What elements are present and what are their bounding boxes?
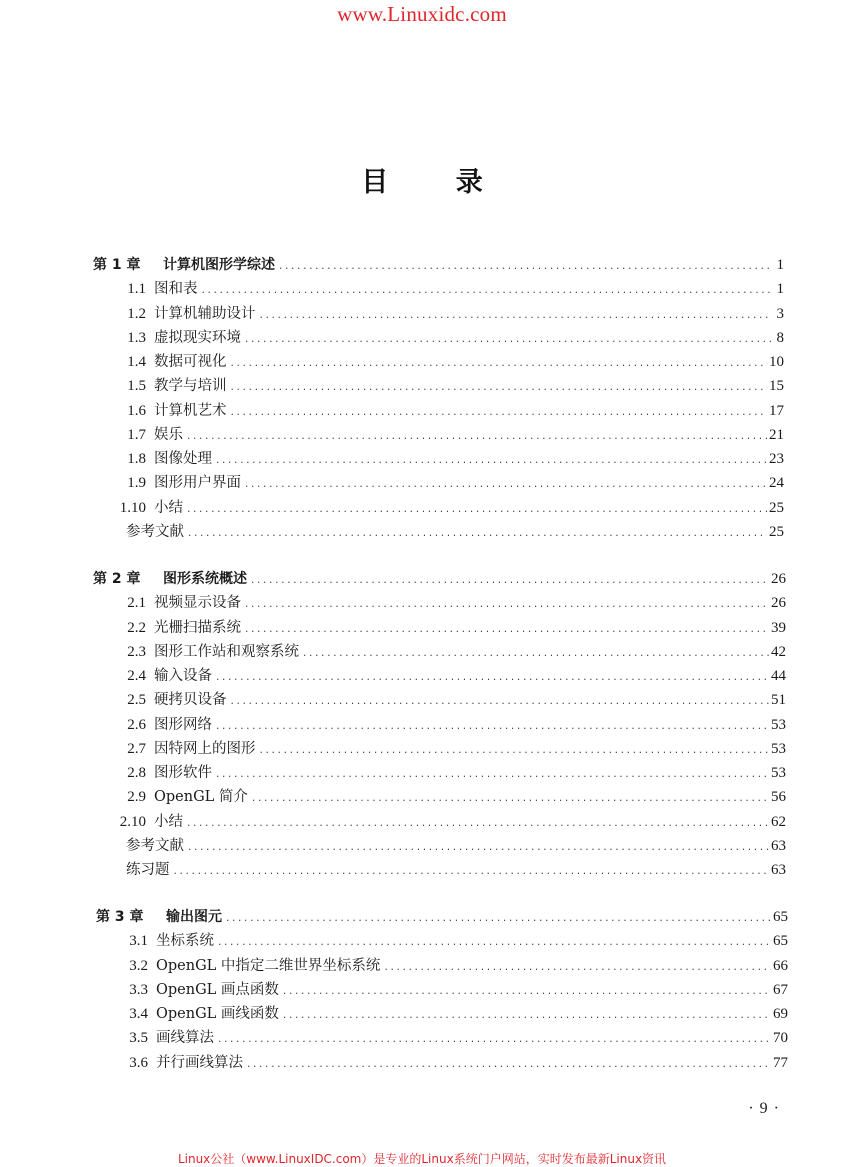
dot-leader [282,1009,771,1023]
section-title: 计算机辅助设计 [154,305,256,322]
page-ref: 53 [771,740,786,757]
page-ref: 1 [776,281,784,298]
section-entry[interactable] [102,1048,788,1072]
section-title: 数据可视化 [154,354,227,370]
section-title: 因特网上的图形 [154,740,256,757]
dot-leader [217,936,771,950]
chapter-entry[interactable] [93,564,786,588]
section-entry[interactable] [100,661,786,685]
section-title: 硬拷贝设备 [154,692,227,709]
section-title: 练习题 [126,862,170,878]
page-ref: 53 [771,765,786,781]
page-ref: 70 [773,1030,788,1047]
section-title: OpenGL 中指定二维世界坐标系统 [156,957,381,974]
section-entry[interactable] [100,613,786,637]
page-ref: 1 [776,257,784,273]
dot-leader [225,912,771,926]
section-entry[interactable] [100,831,786,855]
section-title: OpenGL 画线函数 [156,1006,279,1022]
section-title: 小结 [154,813,183,830]
page-ref: 65 [773,909,788,925]
dot-leader [230,381,768,395]
section-number: 1.8 [127,451,146,467]
page-ref: 24 [769,475,784,492]
dot-leader [244,598,769,612]
section-entry[interactable] [100,782,786,806]
section-title: 娱乐 [154,426,183,443]
page-ref: 44 [771,668,786,684]
section-entry[interactable] [100,517,784,541]
section-number: 2.6 [127,716,146,733]
section-entry[interactable] [100,758,786,782]
section-entry[interactable] [100,420,784,444]
section-title: 图形工作站和观察系统 [154,643,299,660]
header-site-url[interactable]: www.Linuxidc.com [337,2,507,26]
section-number: 1.7 [127,426,146,443]
section-title: 视频显示设备 [154,595,241,612]
section-number: 2.9 [127,789,146,806]
section-number: 1.2 [127,305,146,322]
page-ref: 15 [769,378,784,395]
section-entry[interactable] [100,493,784,517]
section-entry[interactable] [100,396,784,420]
dot-leader [259,744,770,758]
section-number: 2.5 [127,692,146,709]
section-number: 1.5 [127,378,146,395]
section-entry[interactable] [100,685,786,709]
chapter-number: 第 1 章 [93,257,141,273]
section-title: 参考文献 [126,837,184,854]
page-ref: 23 [769,451,784,467]
dot-leader [186,430,767,444]
section-number: 3.6 [129,1054,148,1071]
dot-leader [244,478,767,492]
page-ref: 66 [773,957,788,974]
section-number: 1.3 [127,329,146,346]
page-ref: 42 [771,643,786,660]
page-ref: 26 [771,595,786,612]
section-title: 计算机艺术 [154,402,227,419]
page-number: · 9 · [748,1100,780,1117]
section-entry[interactable] [100,323,784,347]
page-ref: 62 [771,813,786,830]
section-entry[interactable] [100,588,786,612]
section-entry[interactable] [102,926,788,950]
page-ref: 25 [769,523,784,540]
section-number: 1.1 [127,281,146,298]
section-title: 图像处理 [154,451,212,467]
chapter-number: 第 3 章 [96,909,144,925]
chapter-number: 第 2 章 [93,571,141,587]
section-number: 3.5 [129,1030,148,1047]
page-ref: 63 [771,862,786,878]
chapter-entry[interactable] [96,902,788,926]
section-title: 小结 [154,499,183,516]
dot-leader [244,623,769,637]
section-title: 图形网络 [154,716,212,733]
dot-leader [246,1058,771,1072]
section-title: 光栅扫描系统 [154,619,241,636]
page-ref: 53 [771,716,786,733]
dot-leader [215,720,769,734]
dot-leader [250,574,769,588]
dot-leader [278,260,772,274]
page-ref: 63 [771,837,786,854]
page-ref: 69 [773,1006,788,1022]
section-entry[interactable] [100,807,786,831]
dot-leader [244,333,772,347]
dot-leader [230,357,768,371]
page-ref: 51 [771,692,786,709]
dot-leader [215,671,769,685]
dot-leader [230,695,770,709]
section-entry[interactable] [100,347,784,371]
section-number: 2.8 [127,765,146,781]
section-number: 3.3 [129,981,148,998]
page-ref: 21 [769,426,784,443]
section-title: 图形软件 [154,765,212,781]
section-entry[interactable] [100,855,786,879]
page-ref: 56 [771,789,786,806]
section-number: 1.10 [119,499,146,516]
section-number: 2.10 [119,813,146,830]
section-entry[interactable] [100,468,784,492]
section-title: OpenGL 简介 [154,789,248,806]
section-number: 1.9 [127,475,146,492]
section-title: OpenGL 画点函数 [156,981,279,998]
page-ref: 26 [771,571,786,587]
section-number: 2.1 [127,595,146,612]
dot-leader [217,1033,771,1047]
dot-leader [282,985,771,999]
section-number: 3.2 [129,957,148,974]
section-number: 3.4 [129,1006,148,1022]
page-ref: 39 [771,619,786,636]
chapter-title: 计算机图形学综述 [163,257,275,273]
dot-leader [201,284,773,298]
section-title: 图和表 [154,281,198,298]
section-entry[interactable] [100,274,784,298]
page-ref: 8 [776,329,784,346]
section-entry[interactable] [100,734,786,758]
section-title: 输入设备 [154,668,212,684]
dot-leader [259,309,773,323]
section-number: 2.4 [127,668,146,684]
section-number: 2.7 [127,740,146,757]
section-entry[interactable] [102,999,788,1023]
page-ref: 3 [776,305,784,322]
section-entry[interactable] [100,444,784,468]
dot-leader [187,841,769,855]
chapter-entry[interactable] [93,250,784,274]
section-title: 并行画线算法 [156,1054,243,1071]
dot-leader [215,454,767,468]
section-title: 画线算法 [156,1030,214,1047]
chapter-title: 输出图元 [166,909,222,925]
dot-leader [187,527,767,541]
section-title: 参考文献 [126,523,184,540]
page-ref: 25 [769,499,784,516]
dot-leader [302,647,769,661]
section-number: 2.3 [127,643,146,660]
toc-title: 目 录 [361,167,483,198]
section-number: 1.6 [127,402,146,419]
dot-leader [173,865,770,879]
dot-leader [230,406,768,420]
section-number: 3.1 [129,933,148,950]
section-entry[interactable] [100,710,786,734]
page-ref: 17 [769,402,784,419]
section-entry[interactable] [102,975,788,999]
section-number: 2.2 [127,619,146,636]
section-number: 1.4 [127,354,146,370]
section-entry[interactable] [100,299,784,323]
section-title: 虚拟现实环境 [154,329,241,346]
chapter-title: 图形系统概述 [163,571,247,587]
section-entry[interactable] [102,951,788,975]
page-ref: 67 [773,981,788,998]
dot-leader [383,961,771,975]
page-ref: 10 [769,354,784,370]
section-entry[interactable] [102,1023,788,1047]
section-title: 坐标系统 [156,933,214,950]
dot-leader [251,792,769,806]
section-title: 图形用户界面 [154,475,241,492]
page-ref: 77 [773,1054,788,1071]
section-entry[interactable] [100,637,786,661]
dot-leader [215,768,769,782]
section-title: 教学与培训 [154,378,227,395]
footer-note: Linux公社（www.LinuxIDC.com）是专业的Linux系统门户网站，实时发布最新Linux资讯 [177,1152,667,1166]
dot-leader [186,817,769,831]
page-ref: 65 [773,933,788,950]
dot-leader [186,503,767,517]
section-entry[interactable] [100,371,784,395]
